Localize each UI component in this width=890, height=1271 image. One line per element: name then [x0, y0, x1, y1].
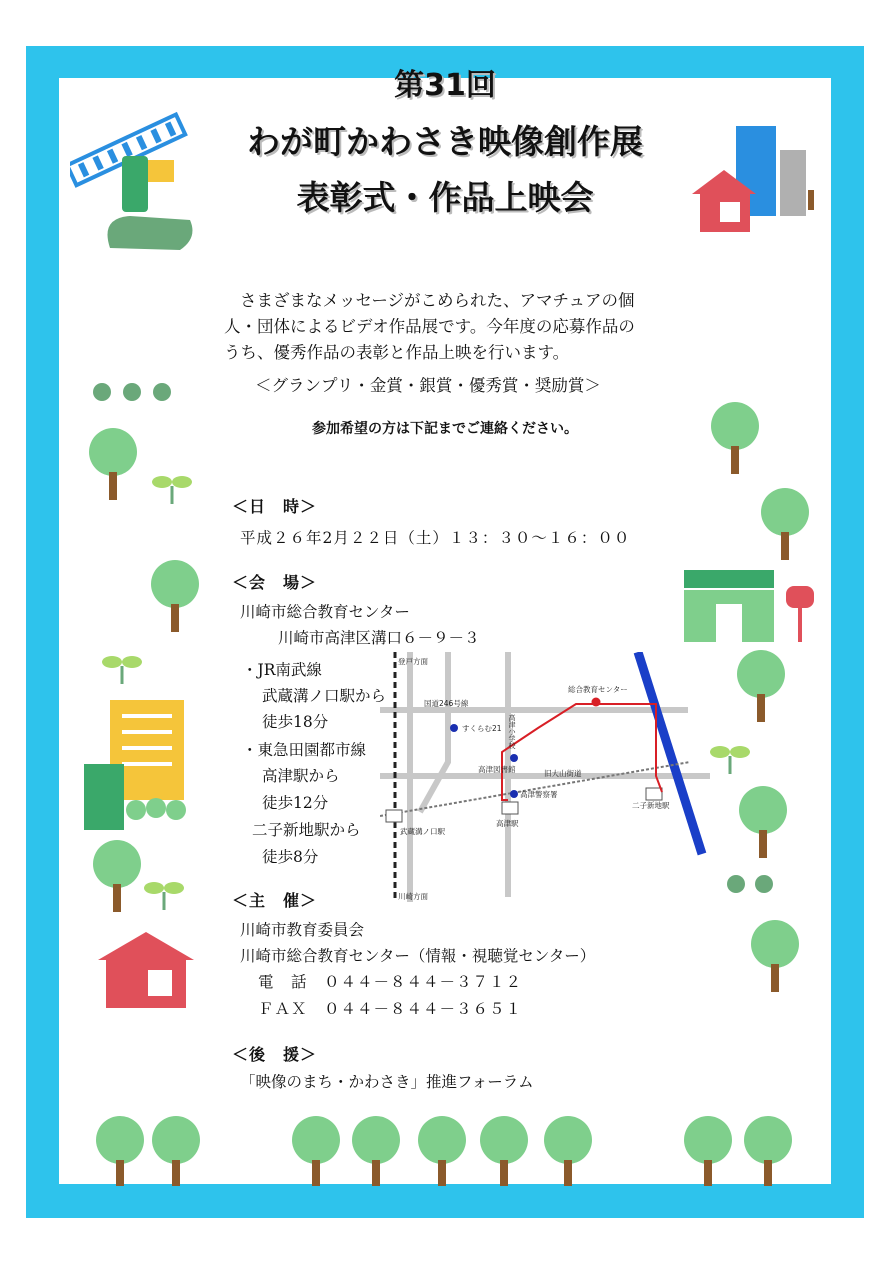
- label-south: 川崎方面: [398, 892, 428, 901]
- tree-icon: [728, 782, 798, 862]
- label-takatsu: 高津駅: [496, 819, 519, 828]
- awards-list: ＜グランプリ・金賞・銀賞・優秀賞・奨励賞＞: [255, 376, 601, 395]
- clover-icon: [90, 380, 180, 410]
- organizer-tel: 電 話 ０４４－８４４－３７１２: [258, 973, 523, 991]
- intro-line-1: さまざまなメッセージがこめられた、アマチュアの個: [240, 291, 635, 310]
- police-marker: [510, 790, 518, 798]
- tree-icon: [740, 916, 810, 996]
- organizer-line-2: 川崎市総合教育センター（情報・視聴覚センター）: [240, 947, 596, 965]
- buildings-house-icon: [690, 120, 820, 240]
- futako-station-icon: [646, 788, 662, 800]
- tree-icon: [78, 424, 148, 504]
- organizer-heading: ＜主 催＞: [232, 891, 318, 910]
- label-route-246: 国道246号線: [424, 699, 469, 708]
- label-oyama: 旧大山街道: [544, 769, 582, 778]
- intro-line-2: 人・団体によるビデオ作品展です。今年度の応募作品の: [224, 317, 635, 336]
- intro-line-3: うち、優秀作品の表彰と作品上映を行います。: [224, 343, 570, 362]
- bottom-tree-row-icon: [92, 1106, 882, 1190]
- label-center: 総合教育センター: [568, 685, 628, 694]
- intro-paragraph: [224, 288, 654, 366]
- tree-icon: [700, 398, 770, 478]
- walking-route: [502, 704, 662, 800]
- access-line: 武蔵溝ノ口駅から: [262, 687, 387, 705]
- venue-name: 川崎市総合教育センター: [240, 603, 410, 621]
- venue-address: 川崎市高津区溝口６－９－３: [278, 629, 480, 647]
- title-main: わが町かわさき映像創作展: [247, 122, 643, 161]
- label-futako: 二子新地駅: [632, 801, 670, 810]
- venue-heading: ＜会 場＞: [232, 573, 318, 592]
- road-diagonal: [420, 652, 448, 812]
- red-house-icon: [96, 930, 196, 1010]
- support-heading: ＜後 援＞: [232, 1045, 318, 1064]
- sukuramu-marker: [450, 724, 458, 732]
- access-line: 二子新地駅から: [252, 821, 361, 839]
- tree-icon: [726, 646, 796, 726]
- label-library: 高津図書館: [478, 765, 516, 774]
- label-musashi: 武蔵溝ノ口駅: [400, 827, 445, 836]
- takatsu-station-icon: [502, 802, 518, 814]
- access-line: 徒歩12分: [262, 794, 329, 812]
- title-edition: 第31回: [394, 68, 496, 103]
- access-map: [380, 652, 710, 902]
- sprout-icon: [100, 650, 144, 686]
- river-tamagawa: [638, 652, 702, 854]
- access-line: ・東急田園都市線: [242, 741, 367, 759]
- title-sub: 表彰式・作品上映会: [296, 178, 594, 217]
- library-marker: [510, 754, 518, 762]
- datetime-heading: ＜日 時＞: [232, 497, 318, 516]
- join-notice: 参加希望の方は下記までご連絡ください。: [312, 421, 578, 437]
- sprout-icon: [150, 470, 194, 506]
- musashi-station-icon: [386, 810, 402, 822]
- datetime-value: 平成２６年2月２２日（土）１３：３０～１６：００: [240, 529, 631, 547]
- label-school: 高津小学校: [508, 714, 516, 749]
- access-line: 高津駅から: [262, 767, 340, 785]
- yellow-buildings-icon: [84, 690, 194, 830]
- sprout-icon: [142, 876, 186, 912]
- organizer-line-1: 川崎市教育委員会: [240, 921, 365, 939]
- label-sukuramu: すくらむ21: [462, 724, 502, 733]
- film-camera-hand-icon: [70, 108, 200, 258]
- label-north: 登戸方面: [398, 657, 428, 666]
- access-line: 徒歩18分: [262, 713, 329, 731]
- tree-icon: [750, 484, 820, 564]
- clover-icon: [724, 872, 784, 900]
- sprout-icon: [708, 740, 752, 776]
- support-line-1: 「映像のまち・かわさき」推進フォーラム: [240, 1073, 534, 1091]
- organizer-fax: ＦＡＸ ０４４－８４４－３６５１: [258, 1000, 523, 1018]
- label-police: 高津警察署: [520, 790, 558, 799]
- center-marker: [592, 698, 601, 707]
- access-line: 徒歩8分: [262, 848, 319, 866]
- tree-icon: [140, 556, 210, 636]
- access-line: ・JR南武線: [242, 661, 322, 679]
- shop-mailbox-icon: [680, 566, 820, 646]
